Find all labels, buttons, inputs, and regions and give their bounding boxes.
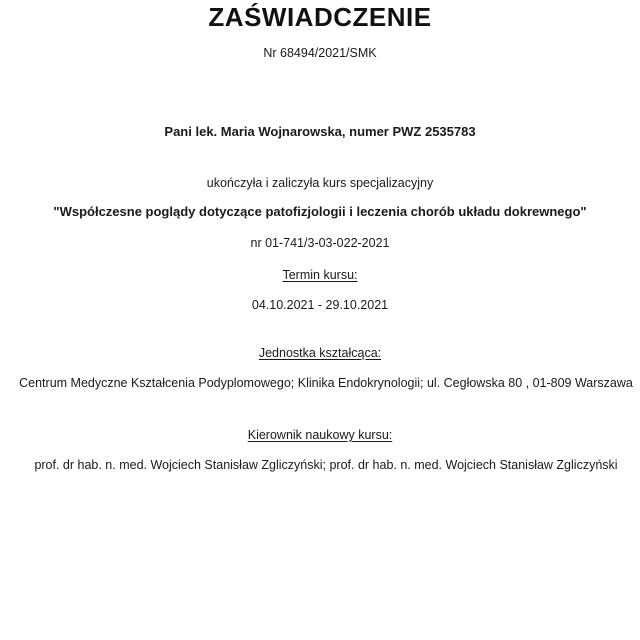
term-label-text: Termin kursu: — [282, 268, 358, 282]
unit-label — [0, 346, 640, 360]
course-number: nr 01-741/3-03-022-2021 — [250, 236, 390, 250]
unit-value: Centrum Medyczne Kształcenia Podyplomowego; Klinika Endokrynologii; ul. Cegłowska 80 , 01-809 Warszawa — [19, 376, 633, 390]
document-number: Nr 68494/2021/SMK — [263, 46, 377, 60]
head-label-text: Kierownik naukowy kursu: — [247, 428, 393, 442]
term-value: 04.10.2021 - 29.10.2021 — [251, 298, 389, 312]
head-label — [0, 428, 640, 442]
unit-label-text: Jednostka kształcąca: — [258, 346, 382, 360]
course-name: "Współczesne poglądy dotyczące patofizjologii i leczenia chorób układu dokrewnego" — [53, 204, 587, 219]
term-label — [0, 268, 640, 282]
document-title: ZAŚWIADCZENIE — [208, 2, 432, 32]
recipient-line: Pani lek. Maria Wojnarowska, numer PWZ 2535783 — [164, 124, 476, 139]
head-value: prof. dr hab. n. med. Wojciech Stanisław Zgliczyński; prof. dr hab. n. med. Wojciech Stanisław Zgliczyński — [34, 458, 618, 472]
completed-text: ukończyła i zaliczyła kurs specjalizacyjny — [206, 176, 434, 190]
